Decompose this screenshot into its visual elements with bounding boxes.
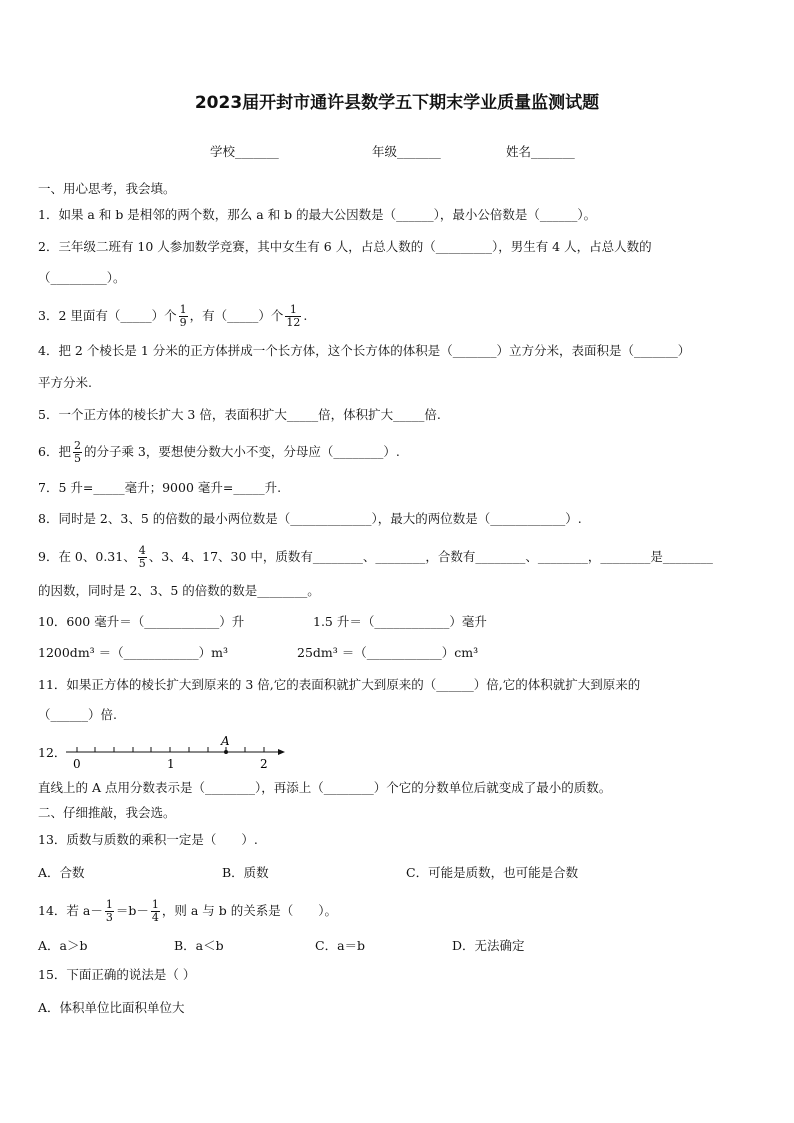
- fraction: $\frac{4}{5}$: [138, 544, 146, 570]
- question-9-line1: [38, 545, 713, 570]
- question-4-line2: 平方分米.: [38, 375, 92, 390]
- question-1: 1．如果 a 和 b 是相邻的两个数，那么 a 和 b 的最大公因数是（______），最小公倍数是（______）。: [38, 207, 597, 222]
- question-7: 7．5 升=_____毫升；9000 毫升=_____升.: [38, 480, 282, 495]
- q13-option-a: A．合数: [38, 865, 85, 880]
- q3-mid: ，有（_____）个: [189, 308, 284, 323]
- section-heading-1: 一、用心思考，我会填。: [38, 181, 176, 196]
- question-4-line1: 4．把 2 个棱长是 1 分米的正方体拼成一个长方体，这个长方体的体积是（_______）立方分米，表面积是（_______）: [38, 343, 691, 358]
- question-15: 15．下面正确的说法是（ ）: [38, 967, 196, 982]
- question-10-b1: 1200dm³ ＝（____________）m³: [38, 645, 229, 660]
- fraction: $\frac{1}{12}$: [286, 303, 301, 329]
- question-10-a2: 1.5 升＝（____________）毫升: [313, 614, 487, 629]
- q13-option-c: C．可能是质数，也可能是合数: [406, 865, 579, 880]
- question-9-line2: 的因数，同时是 2、3、5 的倍数的数是________。: [38, 583, 320, 598]
- number-line: [60, 732, 290, 772]
- question-6: [38, 440, 400, 465]
- question-14: [38, 899, 337, 924]
- q3-post: .: [303, 308, 308, 323]
- q14-option-c: C．a＝b: [315, 938, 366, 953]
- question-11-line2: （______）倍.: [38, 707, 117, 722]
- q14-post: ，则 a 与 b 的关系是（ ）。: [161, 903, 337, 918]
- question-5: 5．一个正方体的棱长扩大 3 倍，表面积扩大_____倍，体积扩大_____倍.: [38, 407, 441, 422]
- q13-option-b: B．质数: [222, 865, 269, 880]
- q9-post: 、3、4、17、30 中，质数有________、________，合数有________、________，________是________: [148, 549, 713, 564]
- question-13: 13．质数与质数的乘积一定是（ ）.: [38, 832, 258, 847]
- q14-mid: ＝b－: [115, 903, 149, 918]
- q9-pre: 9．在 0、0.31、: [38, 549, 136, 564]
- name-field: 姓名_______: [506, 144, 575, 159]
- question-10-b2: 25dm³ ＝（____________）cm³: [297, 645, 479, 660]
- fraction: $\frac{1}{4}$: [151, 898, 159, 924]
- question-2-line2: （_________）。: [38, 270, 126, 285]
- q3-pre: 3．2 里面有（_____）个: [38, 308, 177, 323]
- q14-pre: 14．若 a－: [38, 903, 103, 918]
- fraction: $\frac{1}{3}$: [105, 898, 113, 924]
- question-10-a1: 10．600 毫升＝（____________）升: [38, 614, 245, 629]
- grade-field: 年级_______: [372, 144, 441, 159]
- point-label: A: [221, 734, 230, 748]
- fraction: $\frac{1}{9}$: [179, 303, 187, 329]
- fraction: $\frac{2}{5}$: [73, 439, 81, 465]
- tick-label-0: 0: [73, 757, 81, 771]
- question-2-line1: 2．三年级二班有 10 人参加数学竞赛，其中女生有 6 人，占总人数的（_________），男生有 4 人，占总人数的: [38, 239, 652, 254]
- school-field: 学校_______: [210, 144, 279, 159]
- tick-label-2: 2: [260, 757, 268, 771]
- tick-label-1: 1: [167, 757, 175, 771]
- q14-option-d: D．无法确定: [452, 938, 525, 953]
- q15-option-a: A．体积单位比面积单位大: [38, 1000, 185, 1015]
- page-title: 2023届开封市通许县数学五下期末学业质量监测试题: [194, 93, 600, 113]
- q6-pre: 6．把: [38, 444, 71, 459]
- question-11-line1: 11．如果正方体的棱长扩大到原来的 3 倍,它的表面积就扩大到原来的（______）倍,它的体积就扩大到原来的: [38, 677, 641, 692]
- q6-post: 的分子乘 3，要想使分数大小不变，分母应（________）.: [83, 444, 400, 459]
- question-8: 8．同时是 2、3、5 的倍数的最小两位数是（_____________），最大的两位数是（____________）.: [38, 511, 582, 526]
- question-3: [38, 304, 307, 329]
- question-12-text: 直线上的 A 点用分数表示是（________），再添上（________）个它的分数单位后就变成了最小的质数。: [38, 780, 612, 795]
- question-12-label: 12．: [38, 745, 67, 760]
- q14-option-b: B．a＜b: [174, 938, 224, 953]
- section-heading-2: 二、仔细推敲，我会选。: [38, 805, 176, 820]
- q14-option-a: A．a＞b: [38, 938, 88, 953]
